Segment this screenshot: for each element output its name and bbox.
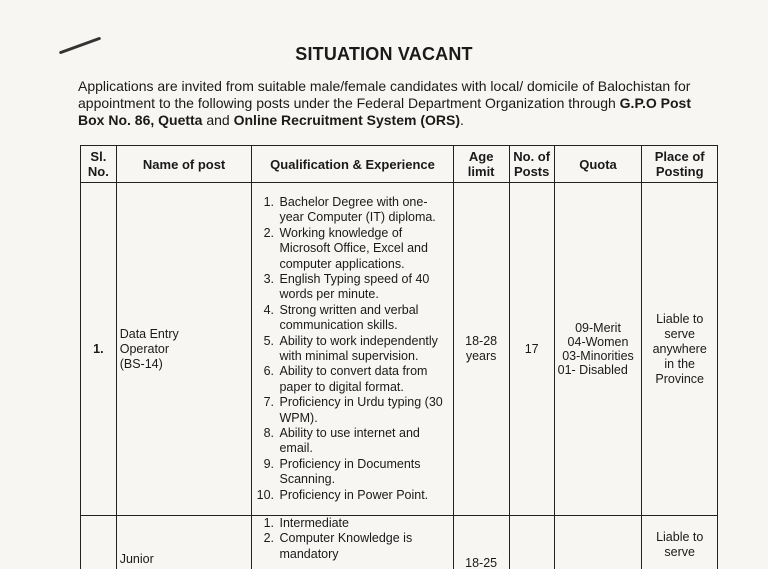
qualification-item: 10. Proficiency in Power Point. <box>277 488 449 503</box>
row-qualifications <box>252 516 453 569</box>
page-title: SITUATION VACANT <box>295 44 473 64</box>
header-quota: Quota <box>554 146 642 183</box>
row-place-of-posting <box>642 516 718 569</box>
intro-bold-1: G.P.O Post Box No. 86, Quetta <box>78 95 691 128</box>
posts-table <box>80 145 718 569</box>
header-qualification: Qualification & Experience <box>252 146 453 183</box>
header-name: Name of post <box>116 146 252 183</box>
table-row <box>81 516 718 569</box>
row-qualifications <box>252 183 453 516</box>
quota-line: 09-Merit <box>575 321 621 335</box>
header-posts: No. of Posts <box>509 146 554 183</box>
age-line: 18-28 <box>465 334 498 348</box>
header-age: Age limit <box>453 146 509 183</box>
place-line: serve <box>664 545 695 559</box>
row-posts-count: 17 <box>509 183 554 516</box>
row-sl: 1. <box>81 183 117 516</box>
post-name-line: Junior <box>119 552 154 566</box>
row-age-limit <box>453 183 509 516</box>
qualification-list <box>255 516 449 562</box>
qualification-list <box>255 195 449 503</box>
row-quota <box>554 183 642 516</box>
intro-paragraph <box>78 78 718 129</box>
table-row <box>81 183 718 516</box>
place-line: serve <box>664 326 695 341</box>
row-posts-count <box>509 516 554 569</box>
row-place-of-posting <box>642 183 718 516</box>
place-line: in the <box>664 356 695 371</box>
qualification-item: 5. Ability to work independently with minimal supervision. <box>277 334 449 365</box>
qualification-item: 1. Bachelor Degree with one-year Computer (IT) diploma. <box>277 195 449 226</box>
age-line: 18-25 <box>465 556 498 569</box>
qualification-item: 2. Working knowledge of Microsoft Office, Excel and computer applications. <box>277 226 449 272</box>
table-header-row <box>81 146 718 183</box>
qualification-item: 2. Computer Knowledge is mandatory <box>277 531 449 562</box>
qualification-item: 3. English Typing speed of 40 words per minute. <box>277 272 449 303</box>
post-name-line: (BS-14) <box>119 356 163 371</box>
qualification-item: 7. Proficiency in Urdu typing (30 WPM). <box>277 395 449 426</box>
qualification-item: 8. Ability to use internet and email. <box>277 426 449 457</box>
age-line: years <box>465 349 497 363</box>
place-line: Liable to <box>656 311 704 326</box>
intro-text-1: Applications are invited from suitable male/female candidates with local/ domicile of Balochistan for appointment to the following posts under the Federal Department Organization through <box>78 78 691 111</box>
row-quota <box>554 516 642 569</box>
quota-line: 01- Disabled <box>557 363 628 377</box>
row-age-limit <box>453 516 509 569</box>
header-sl: Sl. No. <box>81 146 117 183</box>
qualification-item: 1. Intermediate <box>277 516 449 531</box>
row-post-name <box>116 183 252 516</box>
intro-bold-2: Online Recruitment System (ORS) <box>233 112 460 128</box>
intro-text-2: and <box>202 112 234 128</box>
quota-line: 04-Women <box>567 335 629 349</box>
row-post-name <box>116 516 252 569</box>
row-sl <box>81 516 117 569</box>
post-name-line: Operator <box>119 341 170 356</box>
place-line: anywhere <box>652 341 707 356</box>
qualification-item: 6. Ability to convert data from paper to digital format. <box>277 364 449 395</box>
intro-text-3: . <box>460 112 464 128</box>
place-line: Liable to <box>656 530 704 544</box>
qualification-item: 9. Proficiency in Documents Scanning. <box>277 457 449 488</box>
post-name-line: Data Entry <box>119 326 179 341</box>
place-line: Province <box>655 371 705 386</box>
quota-line: 03-Minorities <box>562 349 634 363</box>
qualification-item: 4. Strong written and verbal communication skills. <box>277 303 449 334</box>
header-place: Place of Posting <box>642 146 718 183</box>
